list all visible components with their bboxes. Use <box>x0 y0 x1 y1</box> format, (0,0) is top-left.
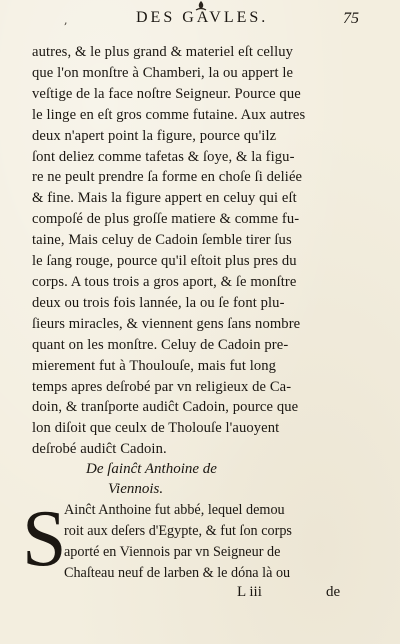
text-line: re ne peult prendre ſa forme en choſe ſi deliée <box>32 169 303 186</box>
signature-mark: L iii <box>237 584 262 600</box>
text-line: & fine. Mais la figure appert en celuy qui eſt <box>32 190 297 207</box>
second-paragraph <box>64 500 364 584</box>
text-line: le linge en eſt gros comme futaine. Aux autres <box>32 106 306 123</box>
text-line: ſont deliez comme tafetas & ſoye, & la figu- <box>32 148 295 165</box>
text-line: corps. A tous trois a gros aport, & ſe monſtre <box>32 273 297 290</box>
text-line: que l'on monſtre à Chamberi, la ou appert le <box>32 64 294 81</box>
text-line: doin, & tranſporte audiĉt Cadoin, pource que <box>32 399 299 416</box>
running-head: DES GAVLES. <box>136 9 269 26</box>
text-line: taine, Mais celuy de Cadoin ſemble tirer ſus <box>32 232 292 249</box>
drop-capital: S <box>22 495 67 583</box>
text-line: le ſang rouge, pource qu'il eſtoit plus pres du <box>32 253 297 270</box>
text-line: temps apres deſrobé par vn religieux de Ca- <box>32 378 292 395</box>
section-heading-line1: De ſainĉt Anthoine de <box>86 461 217 477</box>
text-line: Chaſteau neuf de larben & le dóna là ou <box>64 565 291 581</box>
section-heading <box>86 459 286 499</box>
page-header <box>0 8 400 32</box>
text-line: deux n'apert point la figure, pource qu'ilz <box>32 127 277 144</box>
main-paragraph <box>32 42 368 460</box>
header-mark: , <box>64 14 68 27</box>
text-line: autres, & le plus grand & materiel eſt celluy <box>32 44 294 60</box>
text-line: Ainĉt Anthoine fut abbé, lequel demou <box>64 502 285 518</box>
text-line: ſieurs miracles, & viennent gens ſans nombre <box>32 315 301 332</box>
text-line: deux ou trois fois lannée, la ou ſe font plu- <box>32 294 285 311</box>
text-line: veſtige de la face noſtre Seigneur. Pource que <box>32 85 301 102</box>
text-line: lon diſoit que ceulx de Tholouſe l'auoyent <box>32 420 280 437</box>
page-number: 75 <box>343 10 359 27</box>
text-line: compoſé de plus groſſe matiere & comme fu- <box>32 211 300 228</box>
text-line: mierement fut à Thoulouſe, mais fut long <box>32 357 277 374</box>
text-line: deſrobé audiĉt Cadoin. <box>32 441 167 458</box>
text-line: roit aux deſers d'Egypte, & fut ſon corps <box>64 523 292 539</box>
text-line: aporté en Viennois par vn Seigneur de <box>64 544 281 560</box>
section-heading-line2: Viennois. <box>108 481 164 497</box>
text-line: quant on les monſtre. Celuy de Cadoin pre- <box>32 336 289 353</box>
catchword: de <box>326 584 341 600</box>
